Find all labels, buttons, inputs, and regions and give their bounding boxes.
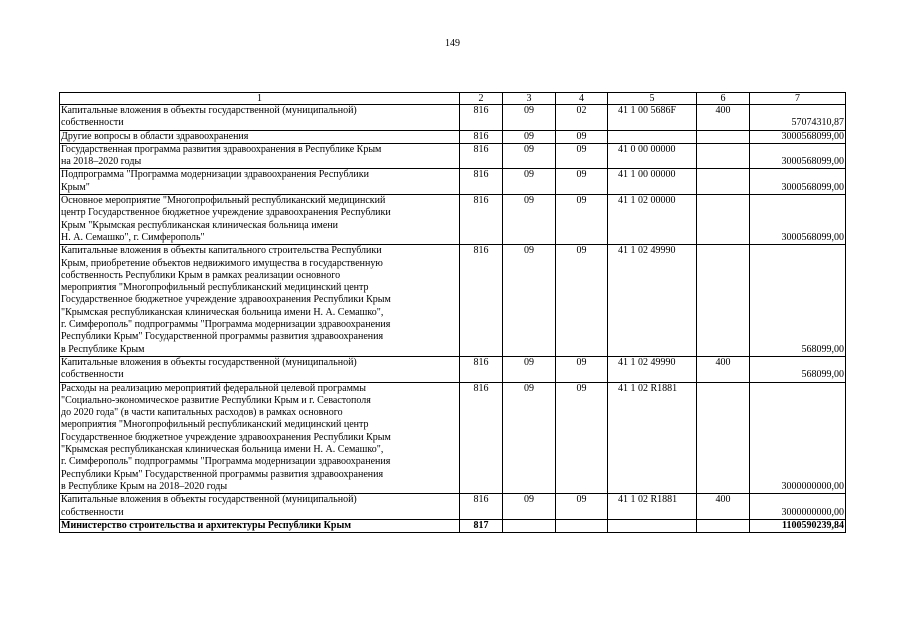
table-row xyxy=(60,143,846,169)
amount: 568099,00 xyxy=(750,245,846,357)
target-article-code: 41 1 02 49990 xyxy=(608,356,697,382)
expense-type-code: 400 xyxy=(697,356,750,382)
subsection-code: 09 xyxy=(556,130,608,143)
header-cell: 6 xyxy=(697,93,750,105)
table-row xyxy=(60,130,846,143)
row-name-line: в Республике Крым xyxy=(61,343,145,355)
row-name xyxy=(60,494,460,520)
header-cell: 7 xyxy=(750,93,846,105)
row-name-line: Крым" xyxy=(61,181,90,193)
row-name-line: Капитальные вложения в объекты капитального строительства Республики xyxy=(61,245,382,257)
table-row xyxy=(60,382,846,494)
section-code: 09 xyxy=(503,356,556,382)
row-name: Министерство строительства и архитектуры Республики Крым xyxy=(60,519,460,532)
row-name-line: Республики Крым" Государственной программы развития здравоохранения xyxy=(61,468,384,480)
expense-type-code xyxy=(697,519,750,532)
row-name-line: собственности xyxy=(61,506,124,518)
department-code: 816 xyxy=(460,494,503,520)
row-name-line: Другие вопросы в области здравоохранения xyxy=(61,130,249,142)
department-code: 816 xyxy=(460,356,503,382)
expense-type-code xyxy=(697,382,750,494)
expense-type-code xyxy=(697,169,750,195)
subsection-code xyxy=(556,519,608,532)
amount: 3000000000,00 xyxy=(750,382,846,494)
subsection-code: 09 xyxy=(556,195,608,245)
row-name-line: Капитальные вложения в объекты государственной (муниципальной) xyxy=(61,494,357,506)
subsection-code: 09 xyxy=(556,356,608,382)
subsection-code: 09 xyxy=(556,494,608,520)
amount: 3000568099,00 xyxy=(750,130,846,143)
row-name xyxy=(60,143,460,169)
row-name xyxy=(60,245,460,357)
row-name-line: Крым "Крымская республиканская клиническая больница имени xyxy=(61,219,339,231)
row-name-line: собственность Республики Крым в рамках реализации основного xyxy=(61,269,341,281)
target-article-code: 41 1 00 00000 xyxy=(608,169,697,195)
amount: 1100590239,84 xyxy=(750,519,846,532)
section-code: 09 xyxy=(503,494,556,520)
row-name xyxy=(60,169,460,195)
target-article-code: 41 0 00 00000 xyxy=(608,143,697,169)
header-cell: 3 xyxy=(503,93,556,105)
section-code: 09 xyxy=(503,382,556,494)
subsection-code: 09 xyxy=(556,143,608,169)
expense-type-code: 400 xyxy=(697,105,750,131)
header-cell: 1 xyxy=(60,93,460,105)
amount: 3000568099,00 xyxy=(750,143,846,169)
expense-type-code: 400 xyxy=(697,494,750,520)
row-name-line: г. Симферополь" подпрограммы "Программа модернизации здравоохранения xyxy=(61,456,391,468)
row-name-line: собственности xyxy=(61,117,124,129)
row-name-line: Подпрограмма "Программа модернизации здравоохранения Республики xyxy=(61,169,369,181)
department-code: 816 xyxy=(460,245,503,357)
row-name-line: собственности xyxy=(61,369,124,381)
table-row xyxy=(60,494,846,520)
table-row xyxy=(60,195,846,245)
subsection-code: 09 xyxy=(556,169,608,195)
expense-type-code xyxy=(697,143,750,169)
header-cell: 4 xyxy=(556,93,608,105)
row-name xyxy=(60,356,460,382)
target-article-code: 41 1 02 00000 xyxy=(608,195,697,245)
row-name-line: центр Государственное бюджетное учреждение здравоохранения Республики xyxy=(61,207,391,219)
target-article-code xyxy=(608,130,697,143)
section-code: 09 xyxy=(503,143,556,169)
row-name xyxy=(60,130,460,143)
section-code: 09 xyxy=(503,195,556,245)
amount: 3000568099,00 xyxy=(750,169,846,195)
target-article-code xyxy=(608,519,697,532)
row-name xyxy=(60,195,460,245)
row-name-line: Государственное бюджетное учреждение здравоохранения Республики Крым xyxy=(61,431,391,443)
row-name-line: г. Симферополь" подпрограммы "Программа модернизации здравоохранения xyxy=(61,319,391,331)
section-code: 09 xyxy=(503,245,556,357)
department-code: 816 xyxy=(460,143,503,169)
row-name xyxy=(60,382,460,494)
budget-table xyxy=(59,92,846,533)
row-name-line: Капитальные вложения в объекты государственной (муниципальной) xyxy=(61,356,357,368)
section-code: 09 xyxy=(503,105,556,131)
section-code xyxy=(503,519,556,532)
row-name-line: в Республике Крым на 2018–2020 годы xyxy=(61,480,228,492)
row-name-line: Государственное бюджетное учреждение здравоохранения Республики Крым xyxy=(61,294,391,306)
ministry-total-row xyxy=(60,519,846,532)
table-row xyxy=(60,245,846,357)
department-code: 816 xyxy=(460,169,503,195)
header-cell: 5 xyxy=(608,93,697,105)
amount: 3000000000,00 xyxy=(750,494,846,520)
expense-type-code xyxy=(697,195,750,245)
row-name-line: Капитальные вложения в объекты государственной (муниципальной) xyxy=(61,105,357,116)
table-row xyxy=(60,169,846,195)
row-name-line: до 2020 года" (в части капитальных расходов) в рамках основного xyxy=(61,407,343,419)
row-name-line: Государственная программа развития здравоохранения в Республике Крым xyxy=(61,143,382,155)
target-article-code: 41 1 00 5686F xyxy=(608,105,697,131)
header-cell: 2 xyxy=(460,93,503,105)
row-name-line: мероприятия "Многопрофильный республиканский медицинский центр xyxy=(61,419,369,431)
subsection-code: 09 xyxy=(556,382,608,494)
row-name-line: "Крымская республиканская клиническая больница имени Н. А. Семашко", xyxy=(61,444,384,456)
row-name xyxy=(60,105,460,131)
page-number: 149 xyxy=(445,38,460,49)
department-code: 816 xyxy=(460,382,503,494)
department-code: 816 xyxy=(460,105,503,131)
subsection-code: 02 xyxy=(556,105,608,131)
row-name-line: "Социально-экономическое развитие Республики Крым и г. Севастополя xyxy=(61,394,371,406)
target-article-code: 41 1 02 49990 xyxy=(608,245,697,357)
section-code: 09 xyxy=(503,169,556,195)
table-header-row xyxy=(60,93,846,105)
target-article-code: 41 1 02 R1881 xyxy=(608,494,697,520)
row-name-line: мероприятия "Многопрофильный республиканский медицинский центр xyxy=(61,282,369,294)
section-code: 09 xyxy=(503,130,556,143)
table-row xyxy=(60,105,846,131)
expense-type-code xyxy=(697,245,750,357)
row-name-line: "Крымская республиканская клиническая больница имени Н. А. Семашко", xyxy=(61,306,384,318)
target-article-code: 41 1 02 R1881 xyxy=(608,382,697,494)
department-code: 817 xyxy=(460,519,503,532)
row-name-line: Крым, приобретение объектов недвижимого имущества в государственную xyxy=(61,257,383,269)
expense-type-code xyxy=(697,130,750,143)
row-name-line: Н. А. Семашко", г. Симферополь" xyxy=(61,231,205,243)
row-name-line: на 2018–2020 годы xyxy=(61,156,142,168)
row-name-line: Расходы на реализацию мероприятий федеральной целевой программы xyxy=(61,382,366,394)
department-code: 816 xyxy=(460,130,503,143)
row-name-line: Основное мероприятие "Многопрофильный республиканский медицинский xyxy=(61,195,386,207)
amount: 568099,00 xyxy=(750,356,846,382)
amount: 3000568099,00 xyxy=(750,195,846,245)
table-row xyxy=(60,356,846,382)
row-name-line: Республики Крым" Государственной программы развития здравоохранения xyxy=(61,331,384,343)
subsection-code: 09 xyxy=(556,245,608,357)
department-code: 816 xyxy=(460,195,503,245)
amount: 57074310,87 xyxy=(750,105,846,131)
